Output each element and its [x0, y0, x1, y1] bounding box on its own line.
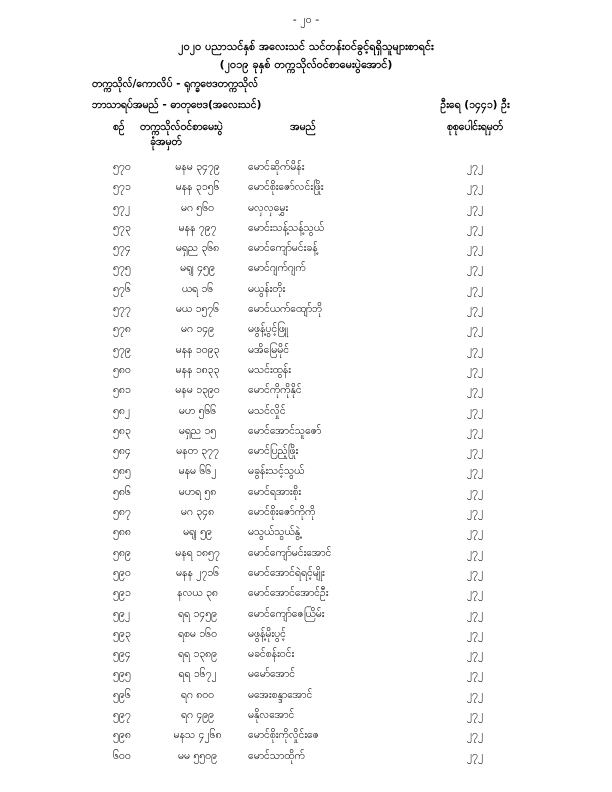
score: ၂၇၂ — [466, 688, 484, 701]
student-name: မောင်းသန့်သန့်သွယ် — [248, 221, 325, 234]
score: ၂၇၂ — [466, 404, 484, 417]
score: ၂၇၂ — [466, 384, 484, 397]
table-row — [0, 323, 612, 343]
table-row — [0, 181, 612, 201]
score: ၂၇၂ — [466, 668, 484, 681]
header-roll: တက္ကသိုလ်ဝင်စာမေးပွဲ — [140, 121, 223, 133]
row-number: ၅၇၃ — [113, 221, 131, 234]
header-code: စုစုပေါင်းရမှတ် — [446, 121, 504, 133]
score: ၂၇၂ — [466, 282, 484, 295]
table-row — [0, 506, 612, 526]
score: ၂၇၂ — [466, 262, 484, 275]
student-name: မယွန်းတိုး — [248, 282, 286, 295]
student-name: မောင်စိုးဇော်လင်းဖြိုး — [248, 181, 324, 194]
roll-number: မနမ ၃၄၇၉ — [175, 161, 220, 173]
row-number: ၅၈၈ — [113, 526, 131, 539]
student-name: မလှလှမွှေး — [248, 201, 289, 214]
score: ၂၇၂ — [466, 587, 484, 600]
roll-number: ရရ ၁၃၈၉ — [177, 648, 218, 661]
row-number: ၆၀၀ — [113, 749, 131, 762]
roll-number: မဟရ ၅၈ — [178, 485, 217, 498]
student-name: မောင်ကျော်မင်းခန့် — [248, 242, 318, 255]
student-name: မမော်အောင် — [248, 668, 296, 681]
roll-number: မဟ ၅၆၆ — [178, 404, 217, 417]
roll-number: ရစမ ၁၆၀ — [178, 627, 217, 640]
roll-number: ရဂ ၄၉၉ — [180, 709, 215, 722]
total-count: ဦးရေ (၁၄၄၁) ဦး — [440, 99, 510, 111]
roll-number: မဂ ၃၄၈ — [180, 506, 215, 519]
table-row — [0, 161, 612, 181]
score: ၂၇၂ — [466, 424, 484, 437]
table-row — [0, 608, 612, 628]
results-table — [0, 161, 612, 770]
table-row — [0, 364, 612, 384]
table-row — [0, 262, 612, 282]
score: ၂၇၂ — [466, 303, 484, 316]
table-row — [0, 668, 612, 688]
student-name: မောင်ရအားစိုး — [248, 485, 302, 498]
table-row — [0, 222, 612, 242]
roll-number: ရရ ၁၄၅၉ — [177, 607, 218, 620]
score: ၂၇၂ — [466, 445, 484, 458]
row-number: ၅၉၀ — [113, 566, 131, 579]
row-number: ၅၈၀ — [113, 363, 131, 376]
score: ၂၇၂ — [466, 161, 484, 173]
score: ၂၇၂ — [466, 749, 484, 762]
table-row — [0, 465, 612, 485]
table-row — [0, 567, 612, 587]
score: ၂၇၂ — [466, 566, 484, 579]
roll-number: မနန ၁၀၉၃ — [175, 343, 220, 356]
roll-number: မဂ ၁၄၉ — [180, 323, 215, 336]
student-name: မခင်စန်းဝင်း — [248, 648, 295, 661]
score: ၂၇၂ — [466, 201, 484, 214]
roll-number: မရှည ၃၆၈ — [175, 242, 220, 255]
document-title: ၂၀၂၀ ပညာသင်နှစ် အလေးသင် သင်တန်းဝင်ခွင့်ရရှိသူများစာရင်း — [178, 40, 434, 53]
student-name: မအိမြေမိုင် — [248, 343, 290, 356]
student-name: မောင်ယက်ထျော်ဘို — [248, 303, 323, 316]
table-row — [0, 750, 612, 770]
student-name: မအေးစန္ဒာအောင် — [248, 688, 313, 701]
row-number: ၅၉၁ — [113, 587, 131, 600]
row-number: ၅၉၇ — [113, 709, 131, 722]
roll-number: မနန ၁၈၃၃ — [175, 363, 220, 376]
row-number: ၅၇၈ — [113, 323, 131, 336]
row-number: ၅၇၁ — [113, 181, 131, 194]
score: ၂၇၂ — [466, 506, 484, 519]
table-row — [0, 587, 612, 607]
student-name: မသွယ်သွယ်နွဲ့ — [248, 526, 301, 539]
row-number: ၅၇၉ — [113, 343, 131, 356]
roll-number: ရဂ ၈၀၀ — [180, 688, 215, 701]
row-number: ၅၇၆ — [113, 282, 131, 295]
table-row — [0, 283, 612, 303]
row-number: ၅၈၄ — [113, 445, 131, 458]
roll-number: မနန ၂၇၁၆ — [175, 566, 220, 579]
roll-number: မနန ၇၉၇ — [178, 221, 217, 234]
student-name: မနိုလအောင် — [248, 709, 295, 722]
student-name: မောင်အောင်အောင်ဦး — [248, 587, 329, 600]
score: ၂၇၂ — [466, 546, 484, 559]
table-row — [0, 628, 612, 648]
row-number: ၅၇၄ — [113, 242, 131, 255]
row-number: ၅၇၅ — [113, 262, 131, 275]
roll-number: မယ ၁၅၇၆ — [175, 303, 220, 316]
row-number: ၅၉၆ — [113, 688, 131, 701]
header-name: အမည် — [290, 121, 316, 133]
student-name: မသင်းထွန်း — [248, 363, 291, 376]
row-number: ၅၈၁ — [113, 384, 131, 397]
page-number: - ၂၀ - — [292, 13, 320, 26]
table-row — [0, 526, 612, 546]
roll-number: မရျ ၄၅၉ — [180, 262, 215, 275]
roll-number: ယရ ၁၆ — [181, 282, 214, 295]
table-row — [0, 344, 612, 364]
row-number: ၅၉၅ — [113, 668, 131, 681]
roll-number: မရျ ၅၉ — [183, 526, 212, 539]
score: ၂၇၂ — [466, 343, 484, 356]
table-row — [0, 445, 612, 465]
row-number: ၅၈၉ — [113, 546, 131, 559]
roll-number: ရရ ၁၆၇၂ — [178, 668, 217, 681]
score: ၂၇၂ — [466, 465, 484, 478]
row-number: ၅၈၂ — [113, 404, 131, 417]
student-name: မောင်အောင်သူဇော် — [248, 424, 322, 437]
row-number: ၅၉၂ — [113, 607, 130, 620]
row-number: ၅၇၂ — [113, 201, 130, 214]
roll-number: မနရ ၁၈၅၇ — [175, 546, 220, 559]
score: ၂၇၂ — [466, 729, 484, 742]
score: ၂၇၂ — [466, 323, 484, 336]
table-row — [0, 689, 612, 709]
table-row — [0, 648, 612, 668]
student-name: မောင်စိုးကိုလှိုင်းဇေ — [248, 729, 319, 742]
student-name: မောင်ဆိုက်မိန်း — [248, 161, 305, 173]
student-name: မောင်ကျော်ဇေယြိမ်း — [248, 607, 325, 620]
row-number: ၅၈၅ — [113, 465, 131, 478]
row-number: ၅၉၃ — [113, 627, 131, 640]
roll-number: မမ ၅၅၀၉ — [178, 749, 217, 762]
table-row — [0, 425, 612, 445]
row-number: ၅၉၈ — [113, 729, 131, 742]
score: ၂၇၂ — [466, 242, 484, 255]
row-number: ၅၈၃ — [113, 424, 131, 437]
score: ၂၇၂ — [466, 181, 484, 194]
document-subtitle: (၂၀၁၉ ခုနှစ် တက္ကသိုလ်ဝင်စာမေးပွဲအောင်) — [219, 58, 393, 71]
score: ၂၇၂ — [466, 607, 484, 620]
student-name: မသင်လှိုင် — [248, 404, 286, 417]
student-name: မဖွန့်ပွင့်ဖြူ — [248, 323, 289, 336]
header-no: စဉ် — [113, 121, 125, 133]
row-number: ၅၈၇ — [113, 506, 131, 519]
student-name: မောင်စိုးဇော်ကိုကို — [248, 506, 316, 519]
row-number: ၅၇၇ — [113, 303, 131, 316]
table-row — [0, 405, 612, 425]
header-roll-sub: ခုံအမှတ် — [150, 136, 182, 148]
table-row — [0, 202, 612, 222]
student-name: မောင်ပြည့်ဖြိုး — [248, 445, 299, 458]
roll-number: မနတ ၃၇၇ — [176, 445, 219, 458]
table-row — [0, 384, 612, 404]
roll-number: မနမ ၆၆၂ — [178, 465, 217, 478]
university-line: တက္ကသိုလ်/ကောလိပ် - ရုက္ခဗေဒတက္ကသိုလ် — [92, 78, 259, 90]
score: ၂၇၂ — [466, 485, 484, 498]
row-number: ၅၈၆ — [113, 485, 131, 498]
student-name: မောင်ကိုကိုနိုင် — [248, 384, 302, 397]
roll-number: မနသ ၄၂၆၈ — [173, 729, 222, 742]
roll-number: မနန ၃၁၅၆ — [175, 181, 220, 194]
row-number: ၅၉၄ — [113, 648, 131, 661]
student-name: မောင်အောင်ရဲရင့်မျိုး — [248, 566, 325, 579]
table-row — [0, 486, 612, 506]
score: ၂၇၂ — [466, 363, 484, 376]
score: ၂၇၂ — [466, 648, 484, 661]
student-name: မဖွန့်မိုးပွင့် — [248, 627, 286, 640]
roll-number: မဂ ၅၆၀ — [180, 201, 215, 214]
student-name: မခွန်းသင့်သွယ် — [248, 465, 305, 478]
table-row — [0, 709, 612, 729]
score: ၂၇၂ — [466, 221, 484, 234]
score: ၂၇၂ — [466, 526, 484, 539]
table-row — [0, 729, 612, 749]
roll-number: မနမ ၁၃၉၀ — [175, 384, 220, 397]
score: ၂၇၂ — [466, 709, 484, 722]
table-row — [0, 242, 612, 262]
row-number: ၅၇၀ — [113, 161, 131, 173]
score: ၂၇၂ — [466, 627, 484, 640]
subject-line: ဘာသာရပ်အမည် - ဓာတုဗေဒ(အလေးသင်) — [92, 99, 262, 111]
student-name: မောင်သာထိုက် — [248, 749, 305, 762]
roll-number: နလယ ၃၈ — [177, 587, 218, 600]
student-name: မောင်ကျော်မင်းအောင် — [248, 546, 332, 559]
student-name: မောင်ဂျက်ဂျက် — [248, 262, 306, 275]
roll-number: မရှည ၁၅ — [178, 424, 217, 437]
table-row — [0, 547, 612, 567]
table-row — [0, 303, 612, 323]
